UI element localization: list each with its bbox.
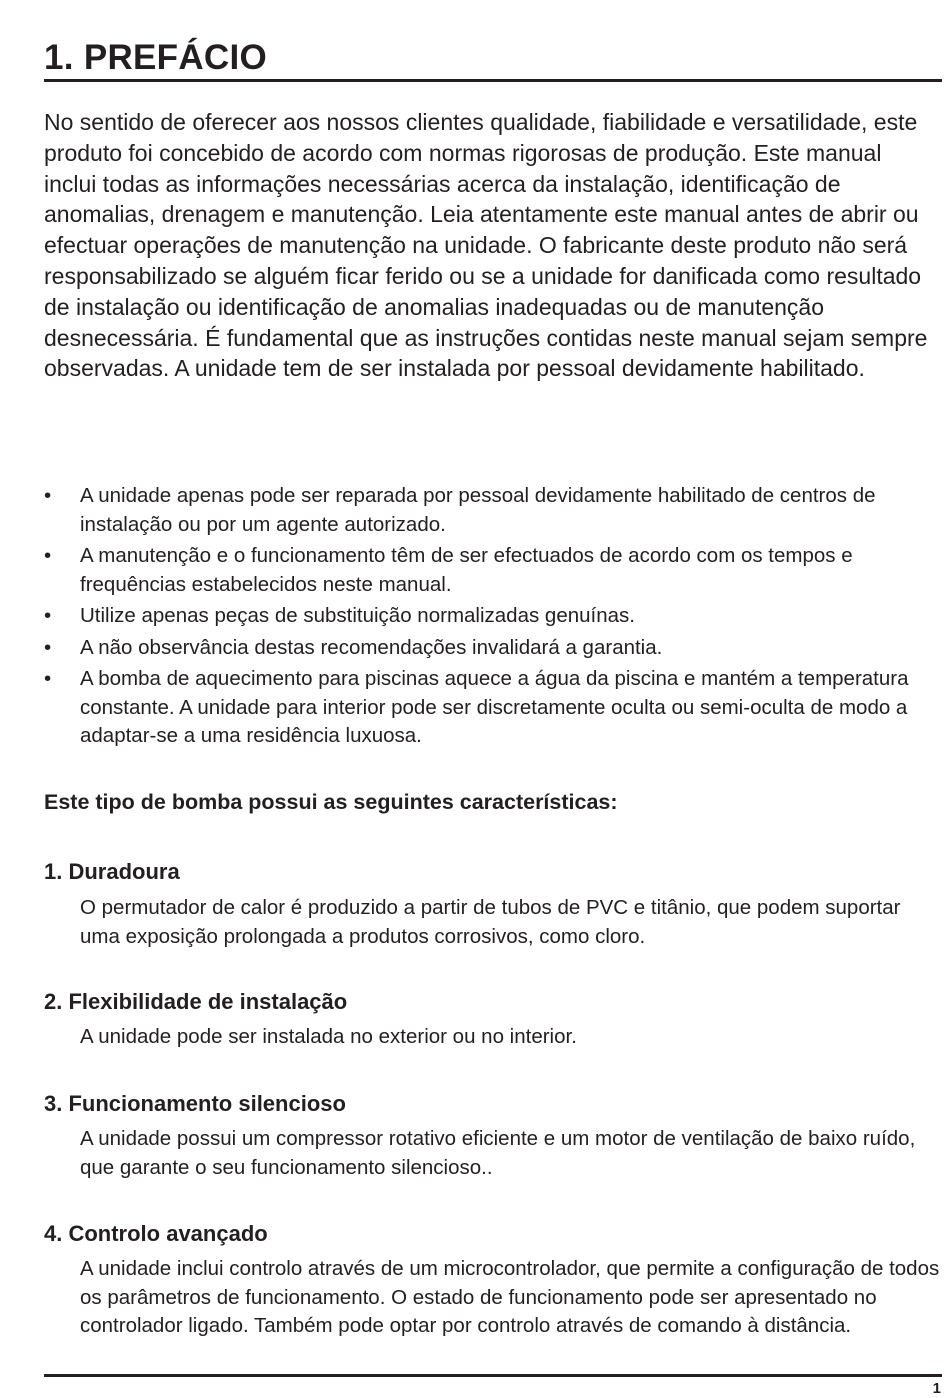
- list-item: [44, 482, 944, 539]
- list-item: [44, 542, 944, 599]
- features-heading: Este tipo de bomba possui as seguintes características:: [44, 790, 618, 814]
- feature-description-advanced-control: A unidade inclui controlo através de um microcontrolador, que permite a configuração de todos os parâmetros de funcionamento. O estado de funcionamento pode ser apresentado no controlador ligado. Também pode optar por controlo através de comando à distância.: [80, 1257, 940, 1337]
- bullet-icon: •: [44, 604, 52, 627]
- bullet-icon: •: [44, 635, 52, 659]
- bullet-text: A bomba de aquecimento para piscinas aquece a água da piscina e mantém a temperatura constante. A unidade para interior pode ser discretamente oculta ou semi-oculta de modo a adaptar-se a uma residência luxuosa.: [80, 667, 909, 747]
- bullet-text: A não observância destas recomendações invalidará a garantia.: [80, 635, 663, 659]
- feature-title-silent-operation: 3. Funcionamento silencioso: [44, 1091, 346, 1116]
- bullet-text: Utilize apenas peças de substituição normalizadas genuínas.: [80, 604, 635, 627]
- footer-divider: [44, 1374, 942, 1377]
- bullet-list: [44, 482, 944, 754]
- list-item: [44, 665, 944, 751]
- feature-description-silent-operation: A unidade possui um compressor rotativo eficiente e um motor de ventilação de baixo ruído, que garante o seu funcionamento silencioso..: [80, 1127, 916, 1179]
- bullet-text: A manutenção e o funcionamento têm de ser efectuados de acordo com os tempos e frequências estabelecidos neste manual.: [80, 544, 853, 596]
- feature-description-durability: O permutador de calor é produzido a partir de tubos de PVC e titânio, que podem suportar uma exposição prolongada a produtos corrosivos, como cloro.: [80, 896, 901, 948]
- list-item: [44, 602, 944, 631]
- bullet-icon: •: [44, 544, 52, 567]
- title-divider: [44, 79, 942, 82]
- feature-description-installation-flexibility: A unidade pode ser instalada no exterior ou no interior.: [80, 1025, 577, 1048]
- feature-title-durability: 1. Duradoura: [44, 859, 180, 884]
- bullet-icon: •: [44, 667, 52, 690]
- page-title: 1. PREFÁCIO: [44, 38, 268, 77]
- feature-title-installation-flexibility: 2. Flexibilidade de instalação: [44, 989, 348, 1014]
- list-item: [44, 634, 944, 663]
- intro-paragraph: No sentido de oferecer aos nossos clientes qualidade, fiabilidade e versatilidade, este produto foi concebido de acordo com normas rigorosas de produção. Este manual inclui todas as informações necessárias acerca da instalação, identificação de anomalias, drenagem e manutenção. Leia atentamente este manual antes de abrir ou efectuar operações de manutenção na unidade. O fabricante deste produto não será responsabilizado se alguém ficar ferido ou se a unidade for danificada como resultado de instalação ou identificação de anomalias inadequadas ou de manutenção desnecessária. É fundamental que as instruções contidas neste manual sejam sempre observadas. A unidade tem de ser instalada por pessoal devidamente habilitado.: [44, 109, 928, 382]
- bullet-icon: •: [44, 484, 52, 507]
- bullet-text: A unidade apenas pode ser reparada por pessoal devidamente habilitado de centros de instalação ou por um agente autorizado.: [80, 484, 876, 536]
- page-number: 1: [932, 1380, 941, 1397]
- feature-title-advanced-control: 4. Controlo avançado: [44, 1221, 268, 1246]
